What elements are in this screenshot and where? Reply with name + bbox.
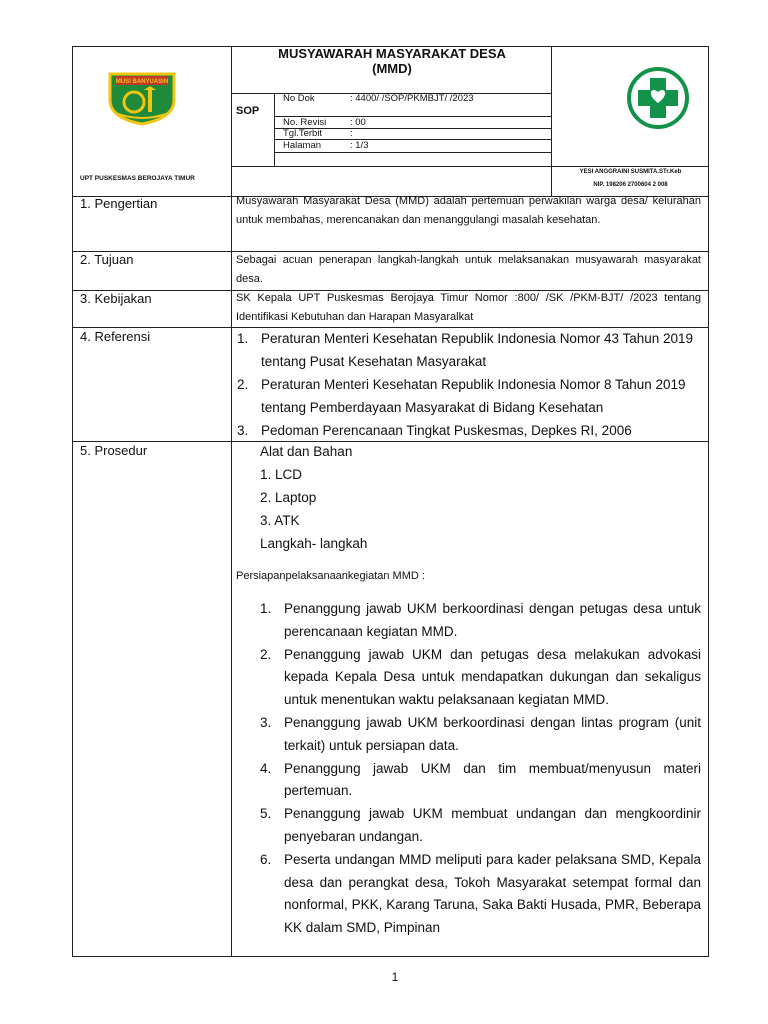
- svg-text:MUSI BANYUASIN: MUSI BANYUASIN: [115, 79, 169, 85]
- label-referensi: 4. Referensi: [80, 329, 151, 344]
- title-line-2: (MMD): [372, 61, 412, 76]
- alat-item: 1. LCD: [260, 467, 303, 482]
- meta-value-nodok: : 4400/ /SOP/PKMBJT/ /2023: [350, 93, 474, 104]
- text-pengertian: Musyawarah Masyarakat Desa (MMD) adalah pertemuan perwakilan warga desa/ kelurahan untuk membahas, merencanakan dan menanggulangi masalah kesehatan.: [236, 195, 701, 226]
- step-item: 4. Penanggung jawab UKM dan tim membuat/menyusun materi pertemuan.: [260, 760, 701, 799]
- meta-label-nodok: No Dok: [283, 93, 315, 104]
- district-logo: [104, 70, 180, 126]
- procedure-steps: [260, 598, 701, 940]
- sop-label: SOP: [236, 105, 260, 117]
- page-number: 1: [391, 970, 399, 984]
- label-kebijakan: 3. Kebijakan: [80, 291, 152, 306]
- alat-bahan-block: [260, 440, 367, 555]
- meta-value-revisi: : 00: [350, 117, 366, 128]
- alat-heading: Alat dan Bahan: [260, 444, 353, 459]
- step-item: 3. Penanggung jawab UKM berkoordinasi dengan lintas program (unit terkait) untuk persiapan data.: [260, 714, 701, 753]
- text-kebijakan: SK Kepala UPT Puskesmas Berojaya Timur Nomor :800/ /SK /PKM-BJT/ /2023 tentang Identifikasi Kebutuhan dan Harapan Masyaralkat: [236, 292, 701, 323]
- label-pengertian: 1. Pengertian: [80, 196, 158, 211]
- persiapan-heading: Persiapanpelaksanaankegiatan MMD :: [236, 570, 425, 582]
- meta-label-halaman: Halaman: [283, 140, 322, 151]
- step-item: 2. Penanggung jawab UKM dan petugas desa melakukan advokasi kepada Kepala Desa untuk mendapatkan dukungan dan sekaligus untuk menentukan waktu pelaksanaan kegiatan MMD.: [260, 646, 701, 708]
- meta-value-halaman: : 1/3: [350, 140, 369, 151]
- puskesmas-logo: [626, 66, 690, 130]
- meta-label-terbit: Tgl.Terbit: [283, 128, 323, 139]
- unit-name: UPT PUSKESMAS BEROJAYA TIMUR: [80, 175, 195, 182]
- referensi-list: [237, 327, 701, 442]
- list-item: 2. Peraturan Menteri Kesehatan Republik Indonesia Nomor 8 Tahun 2019 tentang Pemberdayaan Masyarakat di Bidang Kesehatan: [237, 377, 686, 415]
- signer-nip: NIP. 198206 2700604 2 008: [593, 182, 668, 188]
- alat-item: 3. ATK: [260, 513, 300, 528]
- meta-value-terbit: :: [350, 128, 353, 139]
- alat-item: 2. Laptop: [260, 490, 317, 505]
- step-item: 1. Penanggung jawab UKM berkoordinasi dengan petugas desa untuk perencanaan kegiatan MMD.: [260, 601, 701, 639]
- langkah-heading: Langkah- langkah: [260, 536, 368, 551]
- label-tujuan: 2. Tujuan: [80, 252, 134, 267]
- list-item: 3. Pedoman Perencanaan Tingkat Puskesmas, Depkes RI, 2006: [237, 423, 632, 438]
- list-item: 1. Peraturan Menteri Kesehatan Republik Indonesia Nomor 43 Tahun 2019 tentang Pusat Kesehatan Masyarakat: [237, 331, 694, 369]
- label-prosedur: 5. Prosedur: [80, 443, 148, 458]
- signer-name: YESI ANGGRAINI SUSMITA.STr.Keb: [579, 169, 682, 175]
- step-item: 5. Penanggung jawab UKM membuat undangan dan mengkoordinir penyebaran undangan.: [260, 806, 701, 844]
- text-tujuan: Sebagai acuan penerapan langkah-langkah untuk melaksanakan musyawarah masyarakat desa.: [236, 254, 701, 285]
- title-line-1: MUSYAWARAH MASYARAKAT DESA: [278, 46, 506, 61]
- document-title: [232, 46, 552, 76]
- step-item: 6. Peserta undangan MMD meliputi para kader pelaksana SMD, Kepala desa dan perangkat desa, Tokoh Masyarakat setempat formal dan nonformal, PKK, Karang Taruna, Saka Bakti Husada, PMR, Beberapa KK dalam SMD, Pimpinan: [260, 851, 701, 936]
- meta-label-revisi: No. Revisi: [283, 117, 327, 128]
